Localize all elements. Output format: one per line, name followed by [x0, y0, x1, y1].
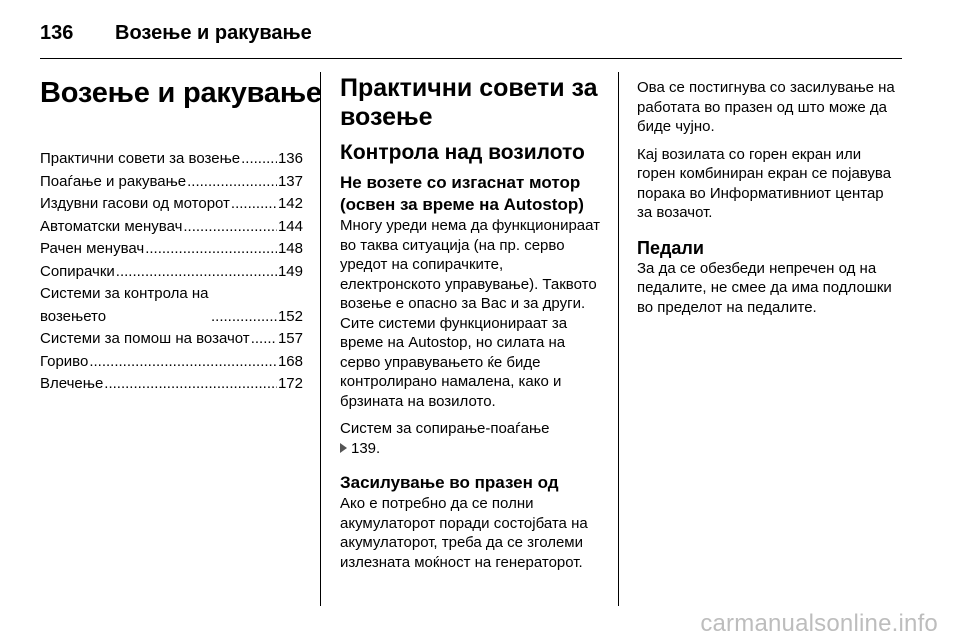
subsection-title: Контрола над возилото	[340, 141, 585, 164]
toc-item[interactable]	[40, 216, 303, 239]
watermark: carmanualsonline.info	[700, 610, 938, 637]
paragraph-title: Засилување во празен од	[340, 473, 559, 492]
toc-item-page: 157	[277, 330, 303, 347]
toc-leader-dots	[231, 193, 277, 216]
column-divider-left	[320, 72, 321, 606]
toc-item-page: 144	[277, 217, 303, 235]
reference-page[interactable]: 139.	[351, 439, 381, 457]
toc-leader-dots	[104, 373, 277, 396]
toc-leader-dots	[211, 306, 277, 329]
body-text: Ова се постигнува со засилување на работата во празен од што може да биде чујно.	[637, 79, 895, 135]
toc-item-page: 172	[277, 375, 303, 392]
toc-item-page: 137	[277, 172, 303, 190]
body-text: За да се обезбеди непречен од на педалите, не смее да има подлошки во пределот на педалите.	[637, 259, 892, 316]
toc-item[interactable]	[40, 261, 303, 284]
toc-item-text: Системи за помош на возачот	[40, 330, 250, 347]
section-title: Практични совети за возење	[340, 74, 598, 131]
triangle-right-icon	[340, 443, 347, 453]
toc-item[interactable]	[40, 373, 303, 396]
toc-item-page: 142	[277, 195, 303, 212]
toc-item[interactable]	[40, 283, 303, 328]
header-rule	[40, 58, 902, 59]
paragraph-title: Не возете со изгаснат мотор (освен за време на Autostop)	[340, 173, 584, 214]
toc-item-page: 148	[277, 240, 303, 257]
body-text: Многу уреди нема да функционираат во таква ситуација (на пр. серво уредот на сопирачките, електронското управување). Таквото возење е опасно за Вас и за други. Сите системи функционираат за време на Autostop, но силата на серво управувањето ќе биде контролирано намалена, како и брзината на возилото.	[340, 217, 601, 410]
chapter-title: Возење и ракување	[40, 77, 322, 109]
toc-item[interactable]	[40, 351, 303, 374]
toc-item-page: 168	[277, 352, 303, 370]
body-text	[340, 419, 603, 458]
column-toc	[40, 70, 322, 396]
toc-leader-dots	[145, 238, 277, 261]
toc-item-page: 152	[277, 307, 303, 325]
toc-item-text: Влечење	[40, 375, 104, 392]
toc-item[interactable]	[40, 328, 303, 351]
body-text: Ако е потребно да се полни акумулаторот поради состојбата на акумулаторот, треба да се зголеми излезната моќност на генераторот.	[340, 495, 588, 571]
toc-item[interactable]	[40, 171, 303, 194]
toc-item-text: Рачен менувач	[40, 240, 145, 257]
toc-leader-dots	[89, 351, 277, 374]
toc-item[interactable]	[40, 238, 303, 261]
toc-item-page: 136	[277, 150, 303, 167]
toc-item-text: Автоматски менувач	[40, 217, 183, 235]
page-number: 136	[40, 22, 74, 44]
toc-item-page: 149	[277, 262, 303, 280]
paragraph-title: Педали	[637, 237, 704, 258]
toc-leader-dots	[116, 261, 277, 284]
toc-item-text: Издувни гасови од моторот	[40, 195, 230, 212]
toc-leader-dots	[241, 148, 277, 171]
column-divider-right	[618, 72, 619, 606]
body-text: Кај возилата со горен екран или горен комбиниран екран се појавува порака во Информативниот центар за возачот.	[637, 145, 892, 221]
toc-leader-dots	[251, 328, 277, 351]
reference-text: Систем за сопирање-поаѓање	[340, 420, 550, 437]
table-of-contents	[40, 148, 303, 396]
column-right	[637, 70, 902, 325]
toc-item-text: Поаѓање и ракување	[40, 172, 187, 190]
toc-item[interactable]	[40, 193, 303, 216]
toc-leader-dots	[187, 171, 277, 194]
running-title: Возење и ракување	[115, 22, 312, 44]
toc-item-text: Гориво	[40, 352, 89, 370]
toc-item-text: Практични совети за возење	[40, 150, 241, 167]
page-header	[40, 22, 312, 48]
toc-item-text: Сопирачки	[40, 262, 115, 280]
toc-item-text: Системи за контрола на возењето	[40, 285, 209, 325]
toc-leader-dots	[183, 216, 277, 239]
column-middle	[340, 70, 603, 580]
toc-item[interactable]	[40, 148, 303, 171]
